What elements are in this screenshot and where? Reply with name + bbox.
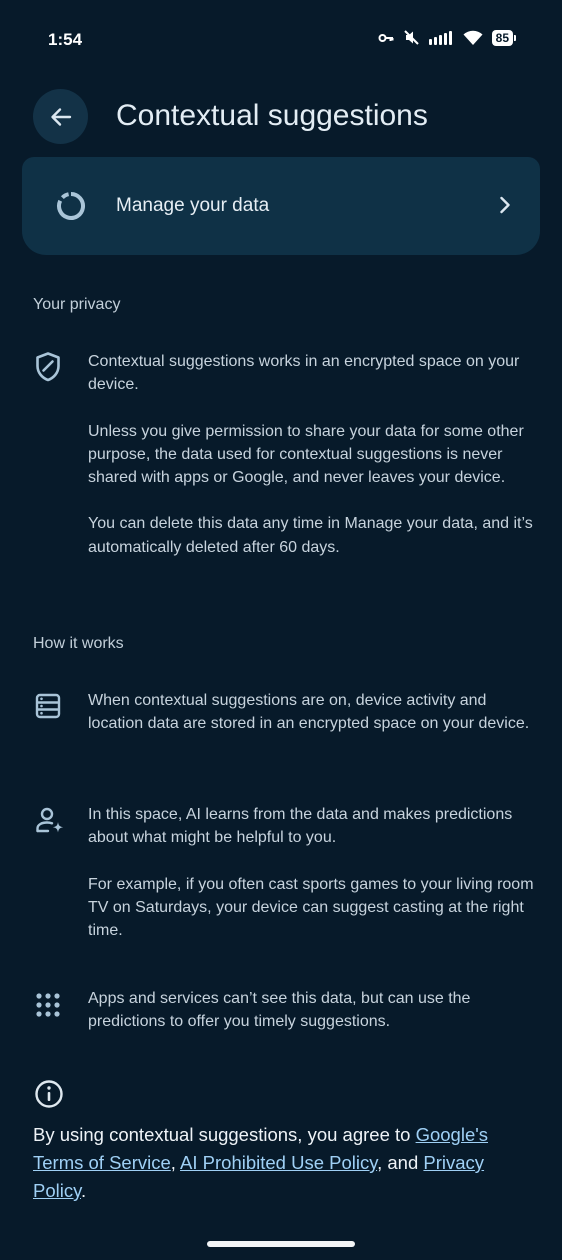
storage-icon <box>34 693 62 719</box>
how-it-works-text-1 <box>88 689 538 736</box>
signal-icon <box>429 31 454 45</box>
apps-grid-icon <box>34 991 62 1019</box>
shield-icon <box>34 351 62 383</box>
terms-notice-text: By using contextual suggestions, you agree to <box>33 1124 416 1145</box>
privacy-paragraph: Contextual suggestions works in an encrypted space on your device. <box>88 353 520 394</box>
wifi-icon <box>463 30 483 46</box>
section-header-how-it-works: How it works <box>33 635 124 652</box>
privacy-paragraph: Unless you give permission to share your data for some other purpose, the data used for contextual suggestions is never shared with apps or Google, and never leaves your device. <box>88 422 524 487</box>
privacy-paragraph: You can delete this data any time in Manage your data, and it’s automatically deleted after 60 days. <box>88 515 533 556</box>
ai-prohibited-use-policy-link[interactable]: AI Prohibited Use Policy <box>180 1152 378 1173</box>
mute-icon <box>403 29 420 46</box>
how-it-works-paragraph: When contextual suggestions are on, device activity and location data are stored in an encrypted space on your device. <box>88 692 530 733</box>
battery-level: 85 <box>492 30 513 46</box>
info-icon <box>34 1079 64 1109</box>
vpn-key-icon <box>378 32 394 44</box>
how-it-works-paragraph: In this space, AI learns from the data and makes predictions about what might be helpful to you. <box>88 806 513 847</box>
chevron-right-icon <box>498 194 512 216</box>
back-button[interactable] <box>33 89 88 144</box>
terms-separator: , <box>170 1152 181 1173</box>
arrow-left-icon <box>49 105 73 129</box>
terms-separator: , and <box>377 1152 424 1173</box>
manage-data-label: Manage your data <box>116 195 270 216</box>
battery-icon <box>492 30 516 46</box>
privacy-text <box>88 350 538 559</box>
page-title: Contextual suggestions <box>116 99 428 132</box>
how-it-works-text-3 <box>88 987 538 1034</box>
how-it-works-text-2 <box>88 803 538 942</box>
privacy-policy-link[interactable]: Privacy Policy <box>33 1152 485 1201</box>
how-it-works-paragraph: Apps and services can’t see this data, but can use the predictions to offer you timely suggestions. <box>88 990 471 1031</box>
data-ring-icon <box>56 191 86 221</box>
top-app-bar <box>0 86 562 148</box>
status-bar <box>0 0 562 80</box>
home-indicator[interactable] <box>207 1241 355 1247</box>
status-time: 1:54 <box>48 30 83 49</box>
how-it-works-paragraph: For example, if you often cast sports games to your living room TV on Saturdays, your device can suggest casting at the right time. <box>88 875 534 940</box>
section-header-privacy: Your privacy <box>33 296 121 313</box>
person-sparkle-icon <box>34 806 66 836</box>
manage-data-item[interactable] <box>22 157 540 255</box>
terms-period: . <box>80 1180 87 1201</box>
terms-notice <box>33 1121 538 1205</box>
status-icons <box>378 29 516 46</box>
terms-of-service-link[interactable]: Google's Terms of Service <box>33 1124 489 1173</box>
